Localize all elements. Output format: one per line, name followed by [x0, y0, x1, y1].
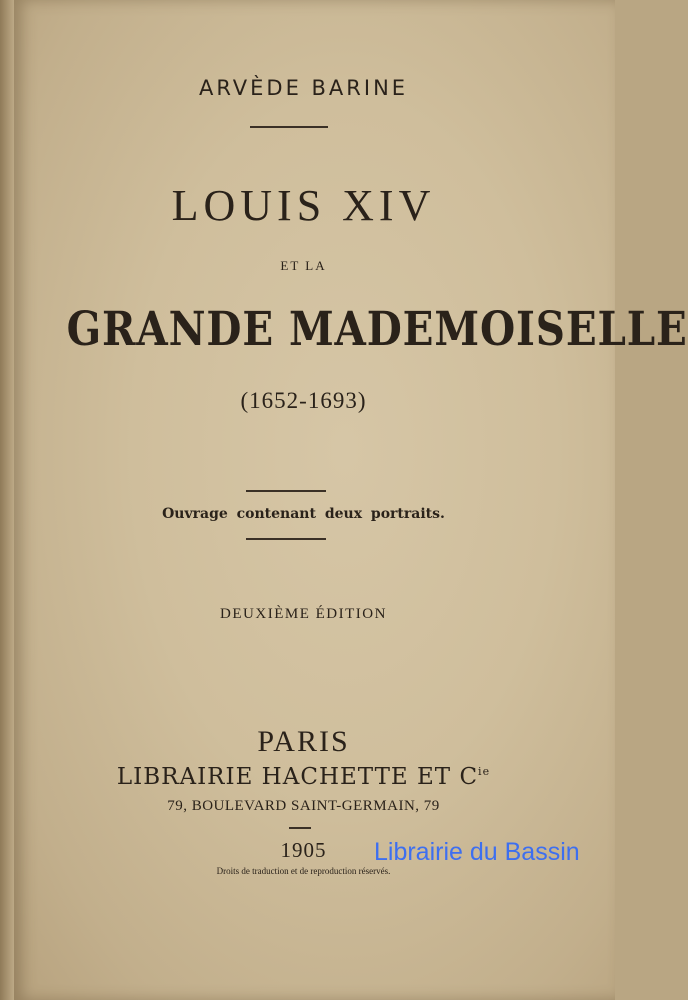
publisher-address: 79, BOULEVARD SAINT-GERMAIN, 79 — [167, 798, 440, 814]
publication-year: 1905 — [280, 838, 327, 862]
subtitle: Ouvrage contenant deux portraits. — [162, 506, 445, 522]
divider-author — [250, 126, 328, 128]
title-connector: ET LA — [280, 258, 327, 273]
publisher-text: LIBRAIRIE HACHETTE ET C — [116, 764, 479, 790]
rights-notice: Droits de traduction et de reproduction réservés. — [216, 866, 391, 876]
author-name: ARVÈDE BARINE — [198, 76, 409, 100]
publication-city: PARIS — [257, 725, 350, 758]
edition: DEUXIÈME ÉDITION — [220, 606, 387, 622]
title-dates: (1652-1693) — [240, 388, 367, 413]
watermark: Librairie du Bassin — [374, 838, 580, 866]
divider-subtitle-bottom — [246, 538, 326, 540]
divider-subtitle-top — [246, 490, 326, 492]
publisher-superscript: ie — [478, 765, 491, 778]
divider-year — [289, 827, 311, 829]
publisher-name — [28, 764, 579, 790]
title-line-1: LOUIS XIV — [171, 181, 436, 230]
title-line-2: GRANDE MADEMOISELLE — [66, 302, 688, 357]
